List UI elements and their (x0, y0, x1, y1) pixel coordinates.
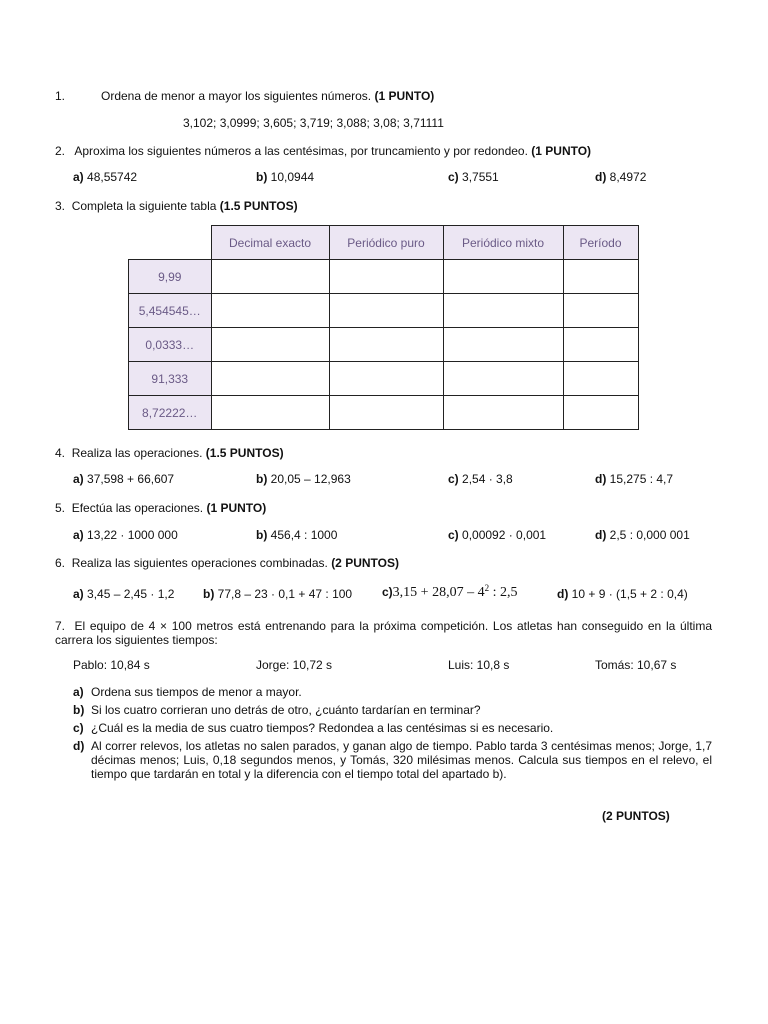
answer-cell[interactable] (329, 328, 443, 362)
table-row (129, 362, 639, 396)
table-row (129, 260, 639, 294)
answer-cell[interactable] (329, 362, 443, 396)
answer-cell[interactable] (443, 328, 563, 362)
q3-text: Completa la siguiente tabla (71, 199, 217, 213)
q5-item-a: a) 13,22 · 1000 000 (73, 528, 178, 542)
q7-sub-a: a) Ordena sus tiempos de menor a mayor. (73, 685, 302, 699)
time-jorge: Jorge: 10,72 s (256, 658, 333, 672)
answer-cell[interactable] (211, 328, 329, 362)
q4-item-c: c) 2,54 · 3,8 (448, 472, 513, 486)
q4-item-d: d) 15,275 : 4,7 (595, 472, 674, 486)
q4-text: Realiza las operaciones. (71, 446, 203, 460)
q6-item-b: b) 77,8 – 23 · 0,1 + 47 : 100 (203, 587, 353, 601)
q7-text: El equipo de 4 × 100 metros está entrenando para la próxima competición. Los atletas han conseguido en la última carrera los siguientes tiempos: (55, 619, 713, 647)
q6-item-a: a) 3,45 – 2,45 · 1,2 (73, 587, 175, 601)
q1-numbers: 3,102; 3,0999; 3,605; 3,719; 3,088; 3,08; 3,71111 (183, 116, 444, 130)
header-decimal-exacto: Decimal exacto (211, 226, 329, 260)
q4-statement (55, 446, 284, 460)
table-row (129, 294, 639, 328)
answer-cell[interactable] (563, 396, 638, 430)
q2-text: Aproxima los siguientes números a las centésimas, por truncamiento y por redondeo. (74, 144, 528, 158)
answer-cell[interactable] (211, 396, 329, 430)
q2-item-b: b) 10,0944 (256, 170, 315, 184)
answer-cell[interactable] (563, 362, 638, 396)
q4-item-a: a) 37,598 + 66,607 (73, 472, 175, 486)
q3-points: (1.5 PUNTOS) (219, 199, 298, 213)
answer-cell[interactable] (563, 294, 638, 328)
q7-sub-d-text: Al correr relevos, los atletas no salen parados, y ganan algo de tiempo. Pablo tarda 3 centésimas menos; Jorge, 1,7 décimas menos; Luis, 0,18 segundos menos, y Tomás, 320 milésimas menos. Calcula sus tiempos en el relevo, el tiempo que tardarán en total y la diferencia con el tiempo total del apartado b). (91, 739, 712, 781)
q2-item-a: a) 48,55742 (73, 170, 138, 184)
answer-cell[interactable] (443, 294, 563, 328)
time-pablo: Pablo: 10,84 s (73, 658, 150, 672)
header-periodo: Período (563, 226, 638, 260)
q6-item-c: $c)3,15 + 28,07 - 4^2$ : 2,5 (382, 583, 518, 600)
q1-number: 1. (55, 89, 66, 103)
q2-item-c: c) 3,7551 (448, 170, 499, 184)
answer-cell[interactable] (211, 362, 329, 396)
answer-cell[interactable] (329, 294, 443, 328)
time-luis: Luis: 10,8 s (448, 658, 510, 672)
q6-number: 6. (55, 556, 66, 570)
q6-item-d: d) 10 + 9 · (1,5 + 2 : 0,4) (557, 587, 688, 601)
q4-points: (1.5 PUNTOS) (205, 446, 284, 460)
q1-points: (1 PUNTO) (374, 89, 435, 103)
decimal-classification-table (128, 225, 639, 430)
q5-item-c: c) 0,00092 · 0,001 (448, 528, 547, 542)
q2-item-d: d) 8,4972 (595, 170, 647, 184)
q7-sub-c: c) ¿Cuál es la media de sus cuatro tiempos? Redondea a las centésimas si es necesario. (73, 721, 554, 735)
q1-statement (101, 89, 434, 103)
q7-statement (55, 619, 712, 647)
q2-number: 2. (55, 144, 66, 158)
header-periodico-mixto: Periódico mixto (443, 226, 563, 260)
answer-cell[interactable] (329, 396, 443, 430)
row-label: 91,333 (129, 362, 212, 396)
row-label: 0,0333… (129, 328, 212, 362)
q5-number: 5. (55, 501, 66, 515)
q6-text: Realiza las siguientes operaciones combinadas. (71, 556, 328, 570)
q5-text: Efectúa las operaciones. (71, 501, 204, 515)
row-label: 9,99 (129, 260, 212, 294)
q4-number: 4. (55, 446, 66, 460)
answer-cell[interactable] (563, 328, 638, 362)
answer-cell[interactable] (563, 260, 638, 294)
header-periodico-puro: Periódico puro (329, 226, 443, 260)
q2-points: (1 PUNTO) (531, 144, 592, 158)
table-corner (129, 226, 212, 260)
answer-cell[interactable] (443, 396, 563, 430)
answer-cell[interactable] (211, 260, 329, 294)
q4-item-b: b) 20,05 – 12,963 (256, 472, 351, 486)
q5-item-b: b) 456,4 : 1000 (256, 528, 338, 542)
answer-cell[interactable] (329, 260, 443, 294)
q7-points: (2 PUNTOS) (602, 809, 670, 823)
row-label: 8,72222… (129, 396, 212, 430)
q3-number: 3. (55, 199, 66, 213)
answer-cell[interactable] (443, 362, 563, 396)
q5-statement (55, 501, 266, 515)
table-row (129, 396, 639, 430)
time-tomas: Tomás: 10,67 s (595, 658, 677, 672)
q7-sub-b: b) Si los cuatro corrieran uno detrás de otro, ¿cuánto tardarían en terminar? (73, 703, 481, 717)
answer-cell[interactable] (443, 260, 563, 294)
q6-points: (2 PUNTOS) (331, 556, 399, 570)
table-row (129, 328, 639, 362)
q3-statement (55, 199, 298, 213)
q7-number: 7. (55, 619, 66, 633)
q1-text: Ordena de menor a mayor los siguientes números. (101, 89, 372, 103)
row-label: 5,454545… (129, 294, 212, 328)
q5-item-d: d) 2,5 : 0,000 001 (595, 528, 690, 542)
answer-cell[interactable] (211, 294, 329, 328)
q2-statement (55, 144, 591, 158)
q6-statement (55, 556, 399, 570)
q5-points: (1 PUNTO) (206, 501, 267, 515)
